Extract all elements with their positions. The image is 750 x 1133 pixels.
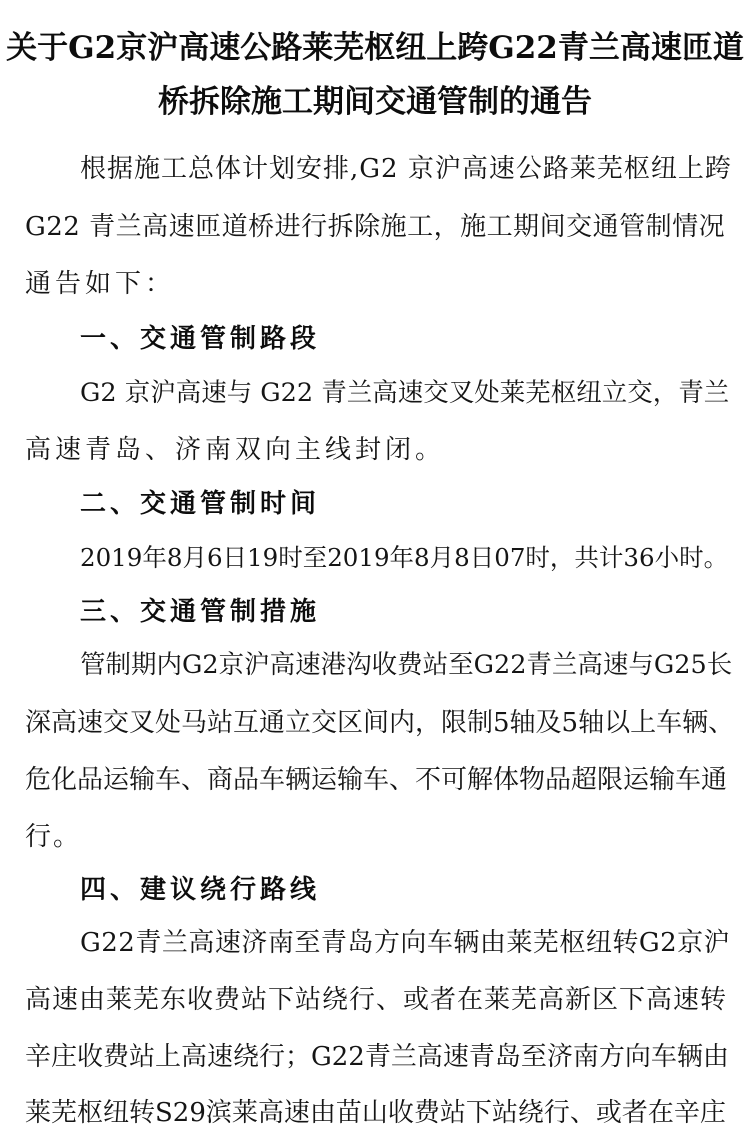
intro-line-2: G22 青兰高速匝道桥进行拆除施工，施工期间交通管制情况: [25, 212, 726, 242]
section-heading-1: 一、交通管制路段: [80, 324, 321, 354]
intro-line-1: 根据施工总体计划安排,G2 京沪高速公路莱芜枢纽上跨: [80, 154, 732, 184]
section-1-line-1: G2 京沪高速与 G22 青兰高速交叉处莱芜枢纽立交，青兰: [80, 378, 730, 408]
section-4-line-1: G22青兰高速济南至青岛方向车辆由莱芜枢纽转G2京沪: [80, 928, 731, 958]
section-3-line-2: 深高速交叉处马站互通立交区间内，限制5轴及5轴以上车辆、: [25, 708, 735, 738]
section-4-line-2: 高速由莱芜东收费站下站绕行、或者在莱芜高新区下高速转: [25, 985, 728, 1015]
section-3-line-4: 行。: [25, 822, 82, 852]
document-title-line-1: 关于G2京沪高速公路莱芜枢纽上跨G22青兰高速匝道: [6, 30, 744, 66]
section-1-line-2: 高速青岛、济南双向主线封闭。: [25, 435, 446, 465]
section-4-line-3: 辛庄收费站上高速绕行；G22青兰高速青岛至济南方向车辆由: [25, 1042, 729, 1072]
section-3-line-1: 管制期内G2京沪高速港沟收费站至G22青兰高速与G25长: [80, 650, 733, 680]
section-heading-3: 三、交通管制措施: [80, 597, 321, 627]
section-3-line-3: 危化品运输车、商品车辆运输车、不可解体物品超限运输车通: [25, 765, 728, 795]
section-2-line-1: 2019年8月6日19时至2019年8月8日07时，共计36小时。: [80, 543, 729, 572]
section-4-line-4: 莱芜枢纽转S29滨莱高速由苗山收费站下站绕行、或者在辛庄: [25, 1098, 726, 1128]
section-heading-2: 二、交通管制时间: [80, 489, 321, 519]
intro-line-3: 通告如下：: [25, 269, 176, 299]
section-heading-4: 四、建议绕行路线: [80, 875, 321, 905]
document-title-line-2: 桥拆除施工期间交通管制的通告: [158, 84, 592, 120]
